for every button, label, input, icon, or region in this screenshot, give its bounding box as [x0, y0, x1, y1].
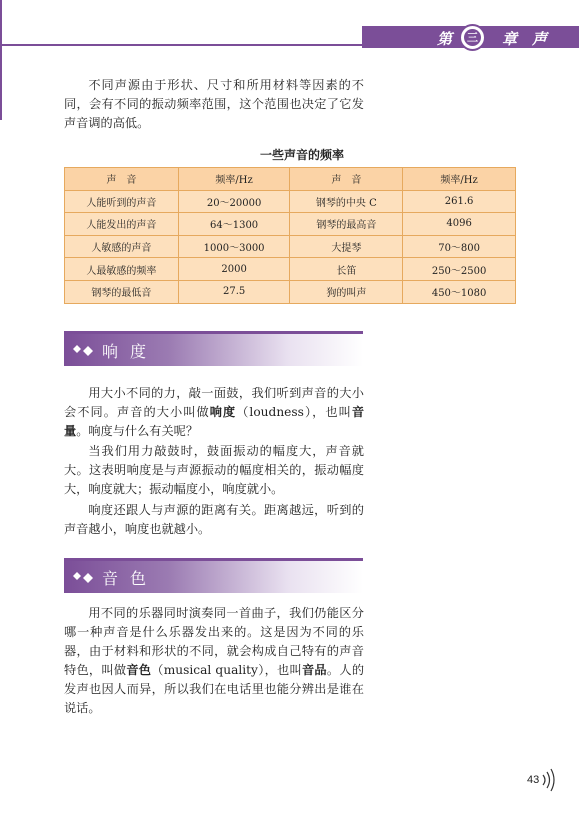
text-span: 用不同的乐器同时演奏同一首曲子，我们仍能区分哪一种声音是什么乐器发出来的。这是因为不同的乐器，由于材料和形状的不同，就会构成自己特有的声音特色，叫做	[64, 606, 364, 677]
left-margin-rule	[0, 0, 2, 120]
table-cell: 27.5	[178, 280, 290, 303]
chapter-header	[362, 26, 579, 48]
chapter-title: 声	[532, 30, 548, 48]
chapter-number: 三	[464, 29, 481, 46]
chapter-suffix: 章	[502, 30, 518, 48]
table-title: 一些声音的频率	[260, 148, 345, 162]
table-cell: 钢琴的最高音	[290, 213, 403, 236]
table-cell: 4096	[403, 213, 516, 236]
header-frequency: 频率/Hz	[403, 168, 516, 191]
text-span: （loudness），也叫	[236, 405, 352, 419]
table-cell: 2000	[178, 258, 290, 281]
table-row	[65, 213, 516, 236]
loudness-paragraph-2: 当我们用力敲鼓时，鼓面振动的幅度大，声音就大。这表明响度是与声源振动的幅度相关的，振动幅度大，响度就大；振动幅度小，响度就小。	[64, 444, 364, 496]
table-cell: 人最敏感的频率	[65, 258, 179, 281]
section-title-timbre: 音色	[102, 569, 159, 588]
diamond-bullet-icon	[72, 570, 102, 584]
table-cell: 250～2500	[403, 258, 516, 281]
table-cell: 大提琴	[290, 235, 403, 258]
text-span: 用大小不同的力，敲一面鼓，我们听到声音的大小会不同。声音的大小叫做	[64, 386, 364, 419]
table-cell: 450～1080	[403, 280, 516, 303]
table-cell: 人敏感的声音	[65, 235, 179, 258]
page-number: 43	[527, 774, 540, 786]
table-header-row	[65, 168, 516, 191]
header-rule	[0, 44, 362, 46]
text-span: 。人的发声也因人而异，所以我们在电话里也能分辨出是谁在说话。	[64, 663, 365, 715]
table-cell: 人能听到的声音	[65, 190, 179, 213]
timbre-paragraph	[64, 604, 364, 718]
table-cell: 64～1300	[178, 213, 290, 236]
loudness-paragraph-3: 响度还跟人与声源的距离有关。距离越远，听到的声音越小，响度也就越小。	[64, 503, 364, 536]
text-span: 。响度与什么有关呢？	[76, 424, 199, 438]
table-row	[65, 235, 516, 258]
chapter-prefix: 第	[437, 30, 453, 48]
loudness-paragraph-1	[64, 384, 364, 441]
table-cell: 261.6	[403, 190, 516, 213]
header-sound: 声 音	[65, 168, 179, 191]
term-volume: 音量	[64, 405, 365, 438]
header-sound: 声 音	[290, 168, 403, 191]
table-cell: 长笛	[290, 258, 403, 281]
sound-wave-icon	[541, 767, 557, 793]
table-cell: 人能发出的声音	[65, 213, 179, 236]
table-cell: 钢琴的最低音	[65, 280, 179, 303]
table-row	[65, 190, 516, 213]
table-cell: 70～800	[403, 235, 516, 258]
table-cell: 20～20000	[178, 190, 290, 213]
table-row	[65, 280, 516, 303]
section-header-timbre	[64, 558, 363, 593]
header-frequency: 频率/Hz	[178, 168, 290, 191]
chapter-number-badge	[459, 24, 486, 51]
term-tone-quality: 音品	[301, 663, 327, 677]
table-row	[65, 258, 516, 281]
intro-paragraph: 不同声源由于形状、尺寸和所用材料等因素的不同，会有不同的振动频率范围，这个范围也决定了它发声音调的高低。	[64, 78, 364, 130]
section-title-loudness: 响度	[102, 342, 159, 361]
frequency-table	[64, 167, 516, 304]
term-loudness: 响度	[209, 405, 237, 419]
section-header-loudness	[64, 331, 363, 366]
diamond-bullet-icon	[72, 343, 102, 357]
table-cell: 狗的叫声	[290, 280, 403, 303]
text-span: （musical quality），也叫	[151, 663, 302, 677]
term-timbre: 音色	[126, 663, 152, 677]
table-cell: 钢琴的中央 C	[290, 190, 403, 213]
table-cell: 1000～3000	[178, 235, 290, 258]
